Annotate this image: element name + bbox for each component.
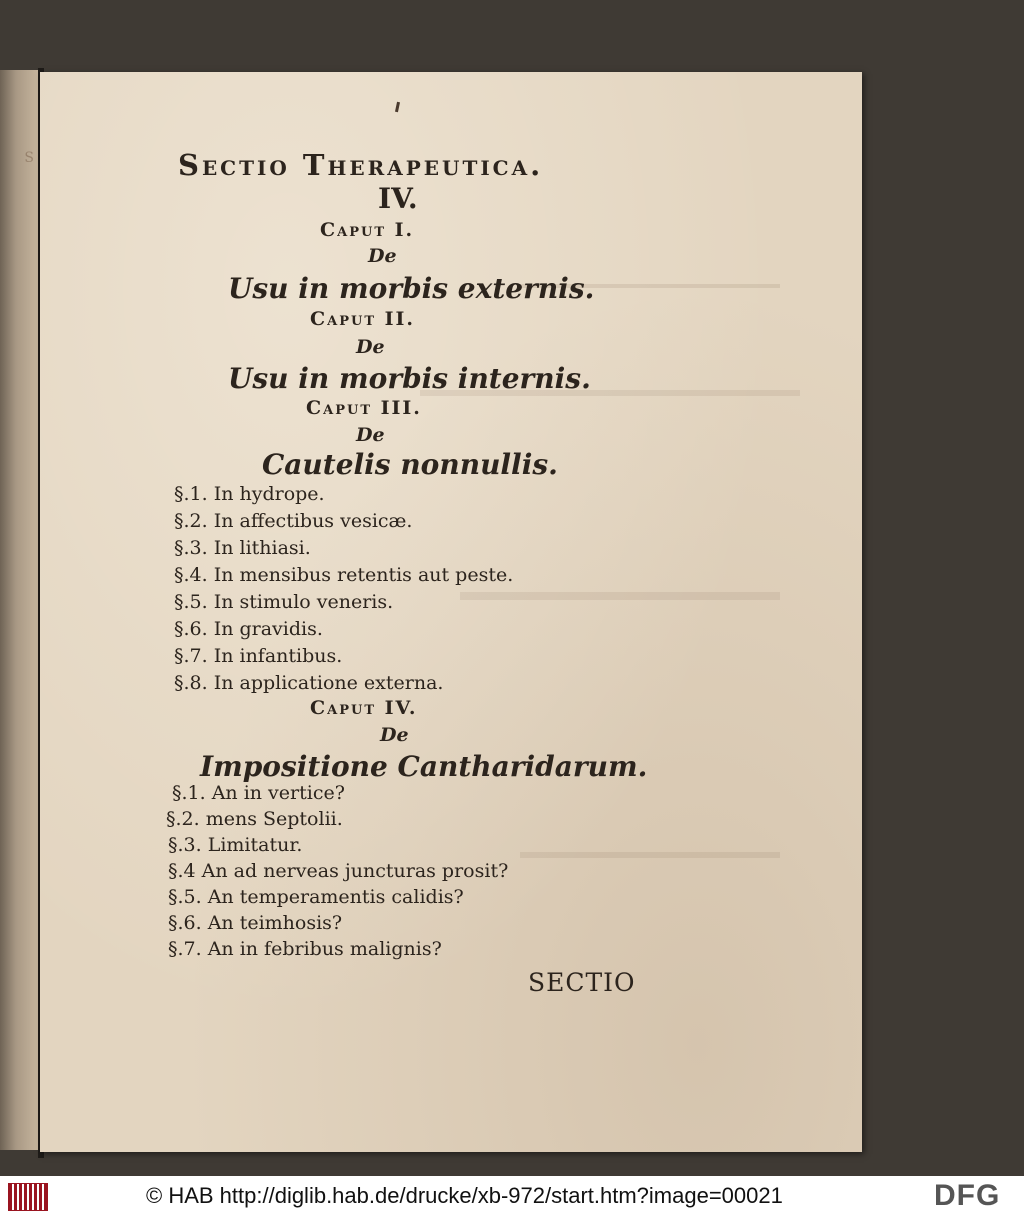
list-item: §.6. An teimhosis? xyxy=(168,912,343,934)
chapter-de: De xyxy=(356,336,385,358)
list-item: §.1. In hydrope. xyxy=(174,483,325,505)
copyright-link[interactable]: © HAB http://diglib.hab.de/drucke/xb-972/start.htm?image=00021 xyxy=(146,1183,783,1208)
list-item: §.2. mens Septolii. xyxy=(166,808,343,830)
chapter-title: Impositione Cantharidarum. xyxy=(200,750,648,783)
list-item: §.8. In applicatione externa. xyxy=(174,672,444,694)
chapter-title: Usu in morbis externis. xyxy=(228,272,595,305)
list-item: §.3. Limitatur. xyxy=(168,834,303,856)
list-item: §.4. In mensibus retentis aut peste. xyxy=(174,564,514,586)
chapter-label: Caput II. xyxy=(310,308,415,330)
chapter-label: Caput III. xyxy=(306,397,422,419)
list-item: §.6. In gravidis. xyxy=(174,618,323,640)
hab-logo-icon xyxy=(8,1183,48,1211)
facing-page-edge: S xyxy=(0,70,42,1150)
list-item: §.7. In infantibus. xyxy=(174,645,343,667)
list-item: §.4 An ad nerveas juncturas prosit? xyxy=(168,860,509,882)
dfg-logo: DFG xyxy=(934,1179,1001,1212)
chapter-de: De xyxy=(380,724,409,746)
chapter-title: Cautelis nonnullis. xyxy=(262,448,558,481)
catchword: SECTIO xyxy=(528,968,636,997)
list-item: §.1. An in vertice? xyxy=(172,782,345,804)
bleed-through xyxy=(460,592,780,600)
chapter-label: Caput IV. xyxy=(310,697,418,719)
list-item: §.5. In stimulo veneris. xyxy=(174,591,394,613)
section-number: IV. xyxy=(378,182,418,215)
section-heading: Sectio Therapeutica. xyxy=(178,148,544,182)
chapter-title: Usu in morbis internis. xyxy=(228,362,591,395)
document-page xyxy=(40,72,862,1152)
chapter-label: Caput I. xyxy=(320,219,415,241)
chapter-de: De xyxy=(368,245,397,267)
list-item: §.5. An temperamentis calidis? xyxy=(168,886,464,908)
list-item: §.2. In affectibus vesicæ. xyxy=(174,510,413,532)
viewer-footer xyxy=(0,1176,1024,1216)
list-item: §.3. In lithiasi. xyxy=(174,537,311,559)
list-item: §.7. An in febribus malignis? xyxy=(168,938,442,960)
chapter-de: De xyxy=(356,424,385,446)
bleed-through xyxy=(520,852,780,858)
ink-mark xyxy=(395,102,400,112)
